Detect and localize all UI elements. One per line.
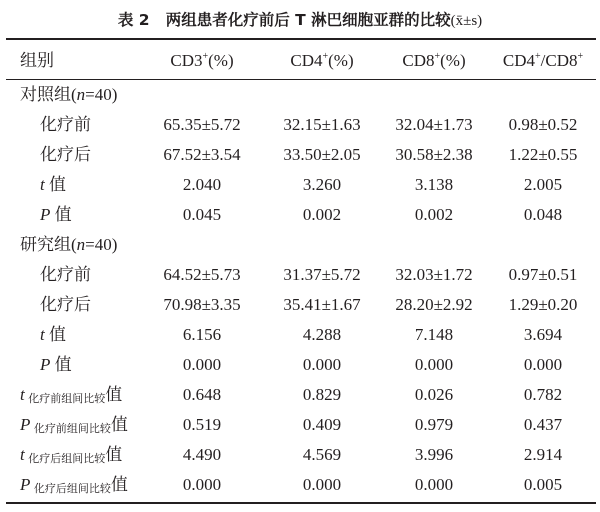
cell-ratio: 1.22±0.55 [508,145,578,164]
row-label: P 值 [40,355,72,374]
cell-cd4: 32.15±1.63 [283,115,361,134]
cell-ratio: 0.437 [523,415,563,434]
cell-ratio: 1.29±0.20 [508,295,578,314]
group-label-study: 研究组(n=40) [20,235,118,254]
header-cd8: CD8+(%) [402,51,466,70]
header-cd4: CD4+(%) [290,51,354,70]
cell-ratio: 0.782 [523,385,563,404]
table-row [0,440,600,470]
table-row [0,380,600,410]
row-label: t 值 [40,175,66,194]
row-label: 化疗前 [40,115,91,134]
cell-cd3: 0.000 [182,355,222,374]
cell-cd3: 4.490 [182,445,222,464]
cell-cd4: 31.37±5.72 [283,265,361,284]
cell-cd4: 0.000 [302,475,342,494]
table-row [0,410,600,440]
cell-cd3: 0.519 [182,415,222,434]
cell-cd3: 0.045 [182,205,222,224]
header-cd4-cd8: CD4+/CD8+ [502,51,584,70]
row-label: t 值 [40,325,66,344]
cell-ratio: 2.914 [523,445,563,464]
table-row [0,200,600,230]
cell-cd8: 28.20±2.92 [395,295,473,314]
cell-cd3: 67.52±3.54 [163,145,241,164]
cell-ratio: 0.005 [523,475,563,494]
cell-cd4: 35.41±1.67 [283,295,361,314]
cell-cd4: 0.409 [302,415,342,434]
row-label: 化疗后 [40,295,91,314]
row-label: 化疗前 [40,265,91,284]
caption-title: 两组患者化疗前后 T 淋巴细胞亚群的比较 [165,11,451,29]
row-label: P 化疗前组间比较值 [20,415,128,435]
cell-cd3: 0.000 [182,475,222,494]
cell-cd8: 0.000 [414,355,454,374]
table-row [0,470,600,500]
cell-ratio: 0.97±0.51 [508,265,578,284]
cell-cd8: 0.026 [414,385,454,404]
cell-ratio: 2.005 [523,175,563,194]
cell-cd3: 70.98±3.35 [163,295,241,314]
table-row [0,290,600,320]
cell-cd3: 2.040 [182,175,222,194]
top-rule [6,38,596,40]
cell-cd4: 0.829 [302,385,342,404]
table-row [0,170,600,200]
cell-cd3: 65.35±5.72 [163,115,241,134]
caption-stat: (x̄±s) [450,13,483,29]
table-row [0,140,600,170]
header-row [0,46,600,76]
header-cd3: CD3+(%) [170,51,234,70]
cell-cd3: 6.156 [182,325,222,344]
cell-ratio: 0.98±0.52 [508,115,578,134]
cell-cd4: 0.002 [302,205,342,224]
cell-cd8: 32.03±1.72 [395,265,473,284]
table-row [0,320,600,350]
header-group: 组别 [20,51,54,70]
cell-cd4: 33.50±2.05 [283,145,361,164]
row-label: t 化疗后组间比较值 [20,445,123,465]
table-row [0,350,600,380]
row-label: 化疗后 [40,145,91,164]
cell-cd4: 4.288 [302,325,342,344]
cell-ratio: 3.694 [523,325,563,344]
cell-cd8: 0.979 [414,415,454,434]
row-label: P 值 [40,205,72,224]
cell-cd3: 64.52±5.73 [163,265,241,284]
row-label: t 化疗前组间比较值 [20,385,123,405]
group-row [0,80,600,110]
caption-label: 表 2 [117,11,150,29]
cell-ratio: 0.000 [523,355,563,374]
cell-cd4: 4.569 [302,445,342,464]
cell-cd8: 3.138 [414,175,454,194]
cell-cd8: 0.000 [414,475,454,494]
bottom-rule [6,502,596,504]
cell-cd4: 3.260 [302,175,342,194]
table-row [0,110,600,140]
cell-cd8: 0.002 [414,205,454,224]
group-row [0,230,600,260]
table-caption [0,2,600,39]
row-label: P 化疗后组间比较值 [20,475,128,495]
cell-cd4: 0.000 [302,355,342,374]
cell-cd3: 0.648 [182,385,222,404]
cell-cd8: 32.04±1.73 [395,115,473,134]
cell-ratio: 0.048 [523,205,563,224]
cell-cd8: 7.148 [414,325,454,344]
table-row [0,260,600,290]
cell-cd8: 30.58±2.38 [395,145,473,164]
cell-cd8: 3.996 [414,445,454,464]
group-label-control: 对照组(n=40) [20,85,118,104]
